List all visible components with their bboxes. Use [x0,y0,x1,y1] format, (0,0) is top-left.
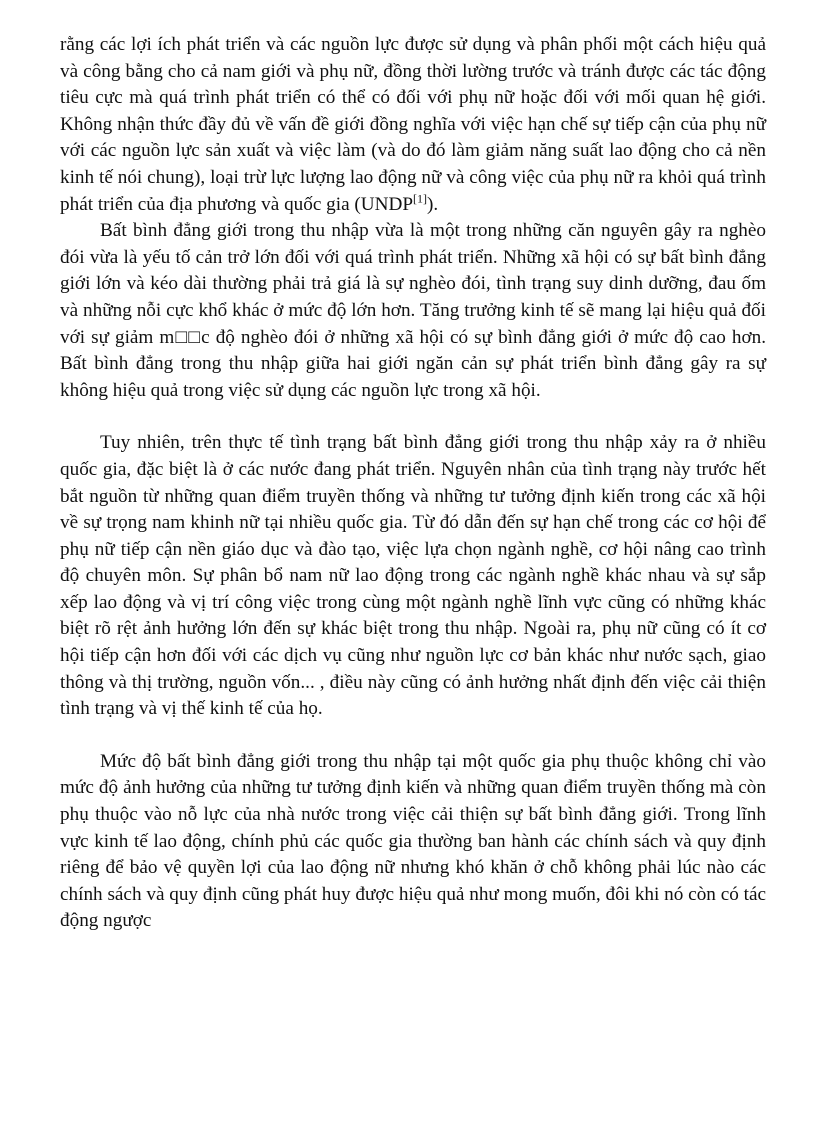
paragraph-2: Bất bình đẳng giới trong thu nhập vừa là một trong những căn nguyên gây ra nghèo đói vừa là yếu tố cản trở lớn đối với quá trình phát triển. Những xã hội có sự bất bình đẳng giới lớn và kéo dài thường phải trả giá là sự nghèo đói, tình trạng suy dinh dưỡng, đau ốm và những nỗi cực khổ khác ở mức độ lớn hơn. Tăng trưởng kinh tế sẽ mang lại hiệu quả đối với sự giảm m□□c độ nghèo đói ở những xã hội có sự bình đẳng giới ở mức độ cao hơn. Bất bình đẳng trong thu nhập giữa hai giới ngăn cản sự phát triển bình đẳng gây ra sự không hiệu quả trong việc sử dụng các nguồn lực trong xã hội. [60,220,766,401]
paragraph-1 [60,32,766,218]
footnote-reference-link[interactable]: [1] [413,191,428,206]
paragraph-1-text: rằng các lợi ích phát triển và các nguồn lực được sử dụng và phân phối một cách hiệu quả và công bằng cho cả nam giới và phụ nữ, đồng thời lường trước và tránh được các tác động tiêu cực mà quá trình phát triển có thể có đối với phụ nữ hoặc đối với mối quan hệ giới. Không nhận thức đầy đủ về vấn đề giới đồng nghĩa với việc hạn chế sự tiếp cận của phụ nữ với các nguồn lực sản xuất và việc làm (và do đó làm giảm năng suất lao động cho cả nền kinh tế nói chung), loại trừ lực lượng lao động nữ và công việc của phụ nữ ra khỏi quá trình phát triển của địa phương và quốc gia (UNDP [60,34,766,215]
paragraph-3: Tuy nhiên, trên thực tế tình trạng bất bình đẳng giới trong thu nhập xảy ra ở nhiều quốc gia, đặc biệt là ở các nước đang phát triển. Nguyên nhân của tình trạng này trước hết bắt nguồn từ những quan điểm truyền thống và những tư tưởng định kiến trong các xã hội về sự trọng nam khinh nữ tại nhiều quốc gia. Từ đó dẫn đến sự hạn chế trong các cơ hội để phụ nữ tiếp cận nền giáo dục và đào tạo, việc lựa chọn ngành nghề, cơ hội nâng cao trình độ chuyên môn. Sự phân bổ nam nữ lao động trong các ngành nghề khác nhau và sự sắp xếp lao động và vị trí công việc trong cùng một ngành nghề lĩnh vực cũng có những khác biệt rõ rệt ảnh hưởng lớn đến sự khác biệt trong thu nhập. Ngoài ra, phụ nữ cũng có ít cơ hội tiếp cận hơn đối với các dịch vụ cũng như nguồn lực cơ bản khác như nước sạch, giao thông và thị trường, nguồn vốn... , điều này cũng có ảnh hưởng nhất định đến việc cải thiện tình trạng và vị thế kinh tế của họ. [60,432,766,720]
paragraph-4: Mức độ bất bình đẳng giới trong thu nhập tại một quốc gia phụ thuộc không chỉ vào mức độ ảnh hưởng của những tư tưởng định kiến và những quan điểm truyền thống mà còn phụ thuộc vào nỗ lực của nhà nước trong việc cải thiện sự bất bình đẳng giới. Trong lĩnh vực kinh tế lao động, chính phủ các quốc gia thường ban hành các chính sách và quy định riêng để bảo vệ quyền lợi của lao động nữ nhưng khó khăn ở chỗ không phải lúc nào các chính sách và quy định cũng phát huy được hiệu quả như mong muốn, đôi khi nó còn có tác động ngược [60,750,766,932]
paragraph-1-closing: ). [427,193,439,215]
document-page [60,32,766,935]
